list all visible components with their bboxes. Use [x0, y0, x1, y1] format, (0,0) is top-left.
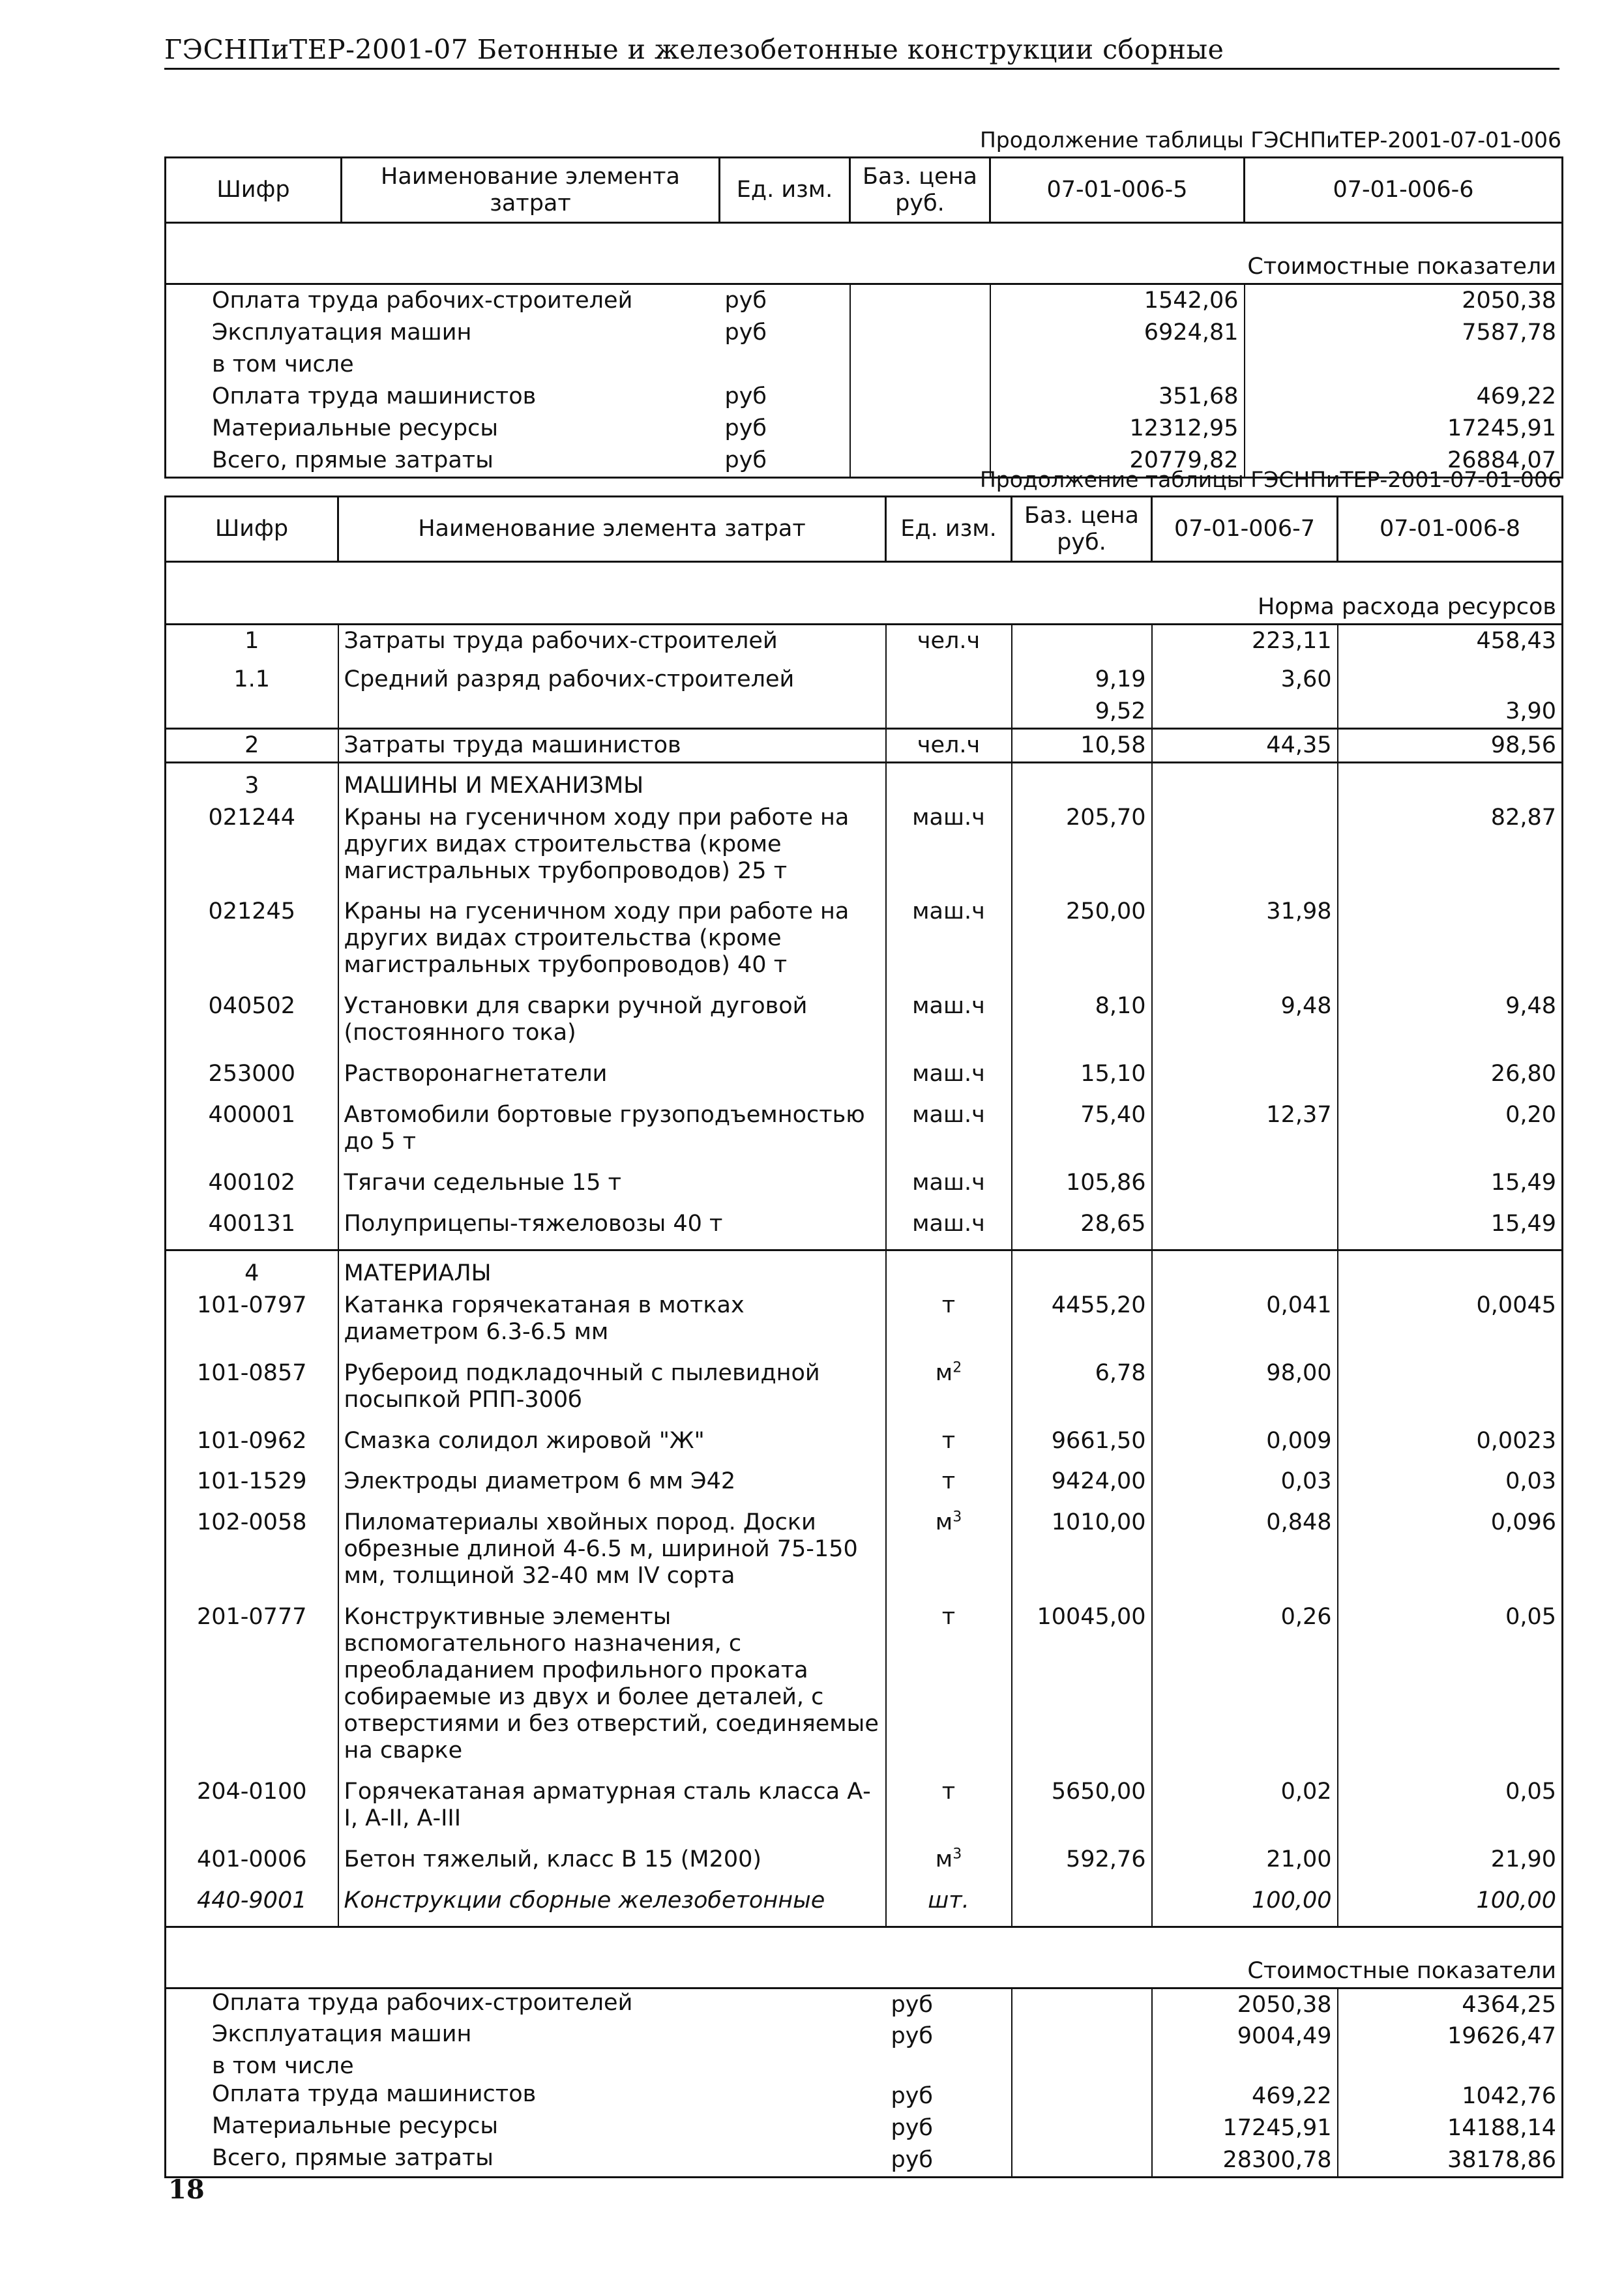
row-unit [886, 1250, 1012, 1289]
row-price [1012, 2020, 1152, 2052]
row-price: 5650,00 [1012, 1776, 1152, 1844]
table-row [166, 2080, 1563, 2112]
row-name: Краны на гусеничном ходу при работе на других видах строительства (кроме магистральных трубопроводов) 25 т [338, 802, 886, 896]
row-name: Конструкции сборные железобетонные [338, 1885, 886, 1927]
row-unit [886, 1466, 1012, 1507]
row-price [850, 413, 990, 445]
row-code: 2 [166, 728, 338, 762]
row-value-2 [1338, 896, 1563, 990]
row-value-1: 0,03 [1152, 1466, 1338, 1507]
table2-continuation: Продолжение таблицы ГЭСНПиТЕР-2001-07-01-006 [979, 467, 1561, 492]
row-value-1: 1542,06 [990, 284, 1245, 316]
row-unit [886, 1357, 1012, 1425]
row-unit: руб [891, 1991, 934, 2018]
table-row [166, 2052, 1563, 2080]
row-value-1 [1152, 2052, 1338, 2080]
row-value-1 [990, 349, 1245, 381]
row-price: 9,19 [1012, 657, 1152, 696]
row-value-2: 19626,47 [1338, 2020, 1563, 2052]
row-value-2: 21,90 [1338, 1844, 1563, 1885]
unit-text: маш.ч [912, 1169, 985, 1196]
row-name: Эксплуатация машин [212, 2021, 472, 2048]
row-code: 101-1529 [196, 1468, 307, 1495]
row-value-2 [1338, 2052, 1563, 2080]
band-label: Стоимостные показатели [166, 223, 1563, 284]
table1-continuation: Продолжение таблицы ГЭСНПиТЕР-2001-07-01-006 [979, 127, 1561, 153]
row-code: 102-0058 [196, 1509, 307, 1536]
cost-band-row [166, 1927, 1563, 1988]
row-value-2: 1042,76 [1338, 2080, 1563, 2112]
table-row [166, 2112, 1563, 2144]
row-unit [886, 1507, 1012, 1601]
row-unit [886, 1167, 1012, 1208]
norm-band-row [166, 562, 1563, 625]
col-v1: 07-01-006-7 [1152, 497, 1338, 562]
row-code: 040502 [208, 993, 296, 1020]
row-price: 9424,00 [1012, 1466, 1152, 1507]
row-unit [886, 728, 1012, 762]
unit-text: маш.ч [912, 804, 985, 831]
row-name: МАШИНЫ И МЕХАНИЗМЫ [338, 762, 886, 801]
row-price: 15,10 [1012, 1058, 1152, 1099]
row-name: Конструктивные элементы вспомогательного назначения, с преобладанием профильного проката собираемые из двух и более деталей, с отверстиями и без отверстий, соединяемые на сварке [338, 1601, 886, 1776]
row-code: 204-0100 [196, 1778, 307, 1805]
row-code: 400001 [208, 1102, 296, 1129]
row-value-2: 469,22 [1245, 381, 1563, 413]
row-value-1 [1152, 1250, 1338, 1289]
table-row [166, 1250, 1563, 1289]
row-price [850, 349, 990, 381]
row-value-1: 0,041 [1152, 1290, 1338, 1357]
table-row [166, 2020, 1563, 2052]
unit-text: маш.ч [912, 898, 985, 925]
table-row [166, 1357, 1563, 1425]
row-name: Оплата труда машинистов [212, 2081, 537, 2108]
row-value-1 [1152, 1208, 1338, 1250]
unit-text: чел.ч [917, 627, 981, 654]
row-code: 440-9001 [196, 1887, 307, 1914]
row-name: Всего, прямые затраты [212, 2145, 494, 2172]
row-value-1: 0,26 [1152, 1601, 1338, 1776]
unit-text: т [941, 1427, 956, 1454]
row-name: МАТЕРИАЛЫ [338, 1250, 886, 1289]
row-unit: руб [724, 415, 767, 441]
unit-text: т [941, 1778, 956, 1805]
unit-exponent: 2 [952, 1359, 962, 1376]
row-unit [886, 1776, 1012, 1844]
row-price: 205,70 [1012, 802, 1152, 896]
row-unit [886, 1425, 1012, 1466]
row-name: Установки для сварки ручной дуговой (постоянного тока) [338, 990, 886, 1058]
col-name: Наименование элемента затрат [342, 158, 720, 223]
row-unit [886, 696, 1012, 728]
table-row [166, 1885, 1563, 1927]
row-value-2 [1338, 1250, 1563, 1289]
row-name: в том числе [212, 2053, 354, 2080]
row-value-1: 20779,82 [990, 445, 1245, 477]
row-price: 10,58 [1012, 728, 1152, 762]
row-price: 1010,00 [1012, 1507, 1152, 1601]
row-code: 253000 [208, 1061, 296, 1087]
col-v2: 07-01-006-6 [1245, 158, 1563, 223]
row-value-1 [1152, 1058, 1338, 1099]
row-unit [886, 1844, 1012, 1885]
row-price [1012, 1988, 1152, 2020]
table-row [166, 1208, 1563, 1250]
unit-text: маш.ч [912, 993, 985, 1020]
row-unit [720, 349, 850, 381]
table-row [166, 413, 1563, 445]
row-code: 400131 [208, 1210, 296, 1237]
row-name: Катанка горячекатаная в мотках диаметром 6.3-6.5 мм [338, 1290, 886, 1357]
table-row [166, 990, 1563, 1058]
row-value-1 [1152, 696, 1338, 728]
row-value-2: 100,00 [1338, 1885, 1563, 1927]
row-value-1: 469,22 [1152, 2080, 1338, 2112]
row-value-1 [1152, 1167, 1338, 1208]
row-name: Затраты труда машинистов [338, 728, 886, 762]
row-name: Горячекатаная арматурная сталь класса А-I, А-II, А-III [338, 1776, 886, 1844]
row-price: 592,76 [1012, 1844, 1152, 1885]
row-value-2: 3,90 [1338, 696, 1563, 728]
row-value-2 [1338, 762, 1563, 801]
row-value-2: 26884,07 [1245, 445, 1563, 477]
cost-table-1 [164, 156, 1563, 479]
unit-text: т [941, 1468, 956, 1495]
row-name: Эксплуатация машин [212, 319, 472, 346]
col-v1: 07-01-006-5 [990, 158, 1245, 223]
table-row [166, 317, 1563, 349]
row-name: Оплата труда машинистов [212, 383, 537, 409]
row-value-1: 28300,78 [1152, 2144, 1338, 2177]
resource-table-2 [164, 495, 1563, 2178]
row-value-2: 15,49 [1338, 1167, 1563, 1208]
unit-exponent: 3 [952, 1846, 962, 1863]
row-name: Растворонагнетатели [338, 1058, 886, 1099]
row-value-2: 9,48 [1338, 990, 1563, 1058]
row-unit [886, 624, 1012, 657]
table-row [166, 349, 1563, 381]
table-row [166, 896, 1563, 990]
row-value-2: 14188,14 [1338, 2112, 1563, 2144]
col-name: Наименование элемента затрат [338, 497, 886, 562]
row-price [1012, 2052, 1152, 2080]
row-unit [886, 1099, 1012, 1167]
row-value-1 [1152, 802, 1338, 896]
row-unit: руб [724, 319, 767, 346]
row-unit: руб [724, 287, 767, 314]
row-unit [886, 1208, 1012, 1250]
row-name: Материальные ресурсы [212, 2113, 498, 2140]
row-name: Пиломатериалы хвойных пород. Доски обрезные длиной 4-6.5 м, шириной 75-150 мм, толщиной 32-40 мм IV сорта [338, 1507, 886, 1601]
row-value-2: 0,0045 [1338, 1290, 1563, 1357]
row-value-1: 0,009 [1152, 1425, 1338, 1466]
row-name: Затраты труда рабочих-строителей [338, 624, 886, 657]
unit-text: м [935, 1509, 953, 1536]
row-price: 9661,50 [1012, 1425, 1152, 1466]
row-name: Бетон тяжелый, класс В 15 (М200) [338, 1844, 886, 1885]
row-name: Оплата труда рабочих-строителей [212, 1989, 633, 2016]
unit-text: маш.ч [912, 1210, 985, 1237]
row-name: Рубероид подкладочный с пылевидной посыпкой РПП-300б [338, 1357, 886, 1425]
band-label: Норма расхода ресурсов [166, 562, 1563, 625]
table-row [166, 1466, 1563, 1507]
row-name: Тягачи седельные 15 т [338, 1167, 886, 1208]
row-value-2: 7587,78 [1245, 317, 1563, 349]
row-value-2: 0,03 [1338, 1466, 1563, 1507]
table-row [166, 2144, 1563, 2177]
row-value-1: 3,60 [1152, 657, 1338, 696]
table-row [166, 1776, 1563, 1844]
unit-text: м [935, 1846, 953, 1872]
table-row [166, 696, 1563, 728]
row-unit [886, 896, 1012, 990]
row-value-1: 44,35 [1152, 728, 1338, 762]
table-row [166, 1058, 1563, 1099]
unit-text: шт. [928, 1887, 969, 1914]
row-name [338, 696, 886, 728]
row-unit: руб [891, 2147, 934, 2174]
unit-text: т [941, 1292, 956, 1318]
row-price [1012, 2112, 1152, 2144]
band-label: Стоимостные показатели [166, 1927, 1563, 1988]
row-price [850, 317, 990, 349]
row-code: 400102 [208, 1169, 296, 1196]
unit-text: чел.ч [917, 732, 981, 758]
row-code: 101-0797 [196, 1292, 307, 1318]
row-price: 6,78 [1012, 1357, 1152, 1425]
table-row [166, 381, 1563, 413]
unit-text: м [935, 1359, 953, 1386]
table-row [166, 1425, 1563, 1466]
row-price [1012, 1885, 1152, 1927]
row-unit [886, 1885, 1012, 1927]
row-value-2: 0,096 [1338, 1507, 1563, 1601]
row-value-1: 0,848 [1152, 1507, 1338, 1601]
row-value-2: 2050,38 [1245, 284, 1563, 316]
table-row [166, 1507, 1563, 1601]
row-code: 021244 [208, 804, 296, 831]
row-name: Всего, прямые затраты [212, 447, 494, 473]
row-price: 4455,20 [1012, 1290, 1152, 1357]
row-price [1012, 2080, 1152, 2112]
row-code: 021245 [208, 898, 296, 925]
row-value-2: 4364,25 [1338, 1988, 1563, 2020]
row-value-2: 458,43 [1338, 624, 1563, 657]
table-row [166, 657, 1563, 696]
row-price [850, 284, 990, 316]
row-value-2: 98,56 [1338, 728, 1563, 762]
row-code: 1 [244, 627, 259, 654]
row-code: 201-0777 [196, 1604, 307, 1631]
row-value-1: 6924,81 [990, 317, 1245, 349]
table-row [166, 624, 1563, 657]
row-unit [886, 802, 1012, 896]
row-code: 101-0857 [196, 1359, 307, 1386]
col-v2: 07-01-006-8 [1338, 497, 1563, 562]
row-name: Материальные ресурсы [212, 415, 498, 441]
row-price [1012, 2144, 1152, 2177]
row-value-2: 0,0023 [1338, 1425, 1563, 1466]
row-value-1: 351,68 [990, 381, 1245, 413]
col-price: Баз. цена руб. [1012, 497, 1152, 562]
row-value-2: 82,87 [1338, 802, 1563, 896]
row-price: 8,10 [1012, 990, 1152, 1058]
row-value-1: 9,48 [1152, 990, 1338, 1058]
row-code: 4 [166, 1250, 338, 1289]
row-value-2: 0,20 [1338, 1099, 1563, 1167]
table-row [166, 1601, 1563, 1776]
row-unit [886, 2052, 1012, 2080]
row-unit [886, 990, 1012, 1058]
row-price: 9,52 [1012, 696, 1152, 728]
row-code: 101-0962 [196, 1427, 307, 1454]
row-unit: руб [891, 2023, 934, 2050]
col-code: Шифр [166, 497, 338, 562]
row-value-2 [1245, 349, 1563, 381]
row-value-2: 15,49 [1338, 1208, 1563, 1250]
row-price: 105,86 [1012, 1167, 1152, 1208]
unit-text: маш.ч [912, 1061, 985, 1087]
row-name: Смазка солидол жировой "Ж" [338, 1425, 886, 1466]
row-value-1: 223,11 [1152, 624, 1338, 657]
row-unit [886, 1290, 1012, 1357]
unit-exponent: 3 [952, 1509, 962, 1526]
row-value-1: 2050,38 [1152, 1988, 1338, 2020]
col-code: Шифр [166, 158, 342, 223]
row-price [850, 381, 990, 413]
row-value-2: 0,05 [1338, 1776, 1563, 1844]
row-code [166, 696, 338, 728]
row-value-2: 26,80 [1338, 1058, 1563, 1099]
row-unit: руб [891, 2083, 934, 2110]
row-value-1 [1152, 762, 1338, 801]
table-row [166, 1167, 1563, 1208]
row-value-1: 0,02 [1152, 1776, 1338, 1844]
row-name: Полуприцепы-тяжеловозы 40 т [338, 1208, 886, 1250]
col-unit: Ед. изм. [720, 158, 850, 223]
row-value-2 [1338, 1357, 1563, 1425]
row-value-1: 21,00 [1152, 1844, 1338, 1885]
page-header: ГЭСНПиТЕР-2001-07 Бетонные и железобетонные конструкции сборные [164, 34, 1559, 70]
col-unit: Ед. изм. [886, 497, 1012, 562]
row-unit [886, 762, 1012, 801]
row-price: 250,00 [1012, 896, 1152, 990]
table-row [166, 1988, 1563, 2020]
row-code: 1.1 [233, 666, 271, 692]
row-name: Средний разряд рабочих-строителей [338, 657, 886, 696]
col-price: Баз. цена руб. [850, 158, 990, 223]
row-unit [886, 657, 1012, 696]
row-name: Электроды диаметром 6 мм Э42 [338, 1466, 886, 1507]
row-price [1012, 762, 1152, 801]
row-unit [886, 1058, 1012, 1099]
row-code: 401-0006 [196, 1846, 307, 1872]
row-value-1: 17245,91 [1152, 2112, 1338, 2144]
table-row [166, 728, 1563, 762]
row-value-1: 31,98 [1152, 896, 1338, 990]
page-number: 18 [168, 2174, 205, 2205]
row-value-2: 17245,91 [1245, 413, 1563, 445]
row-price [1012, 624, 1152, 657]
table-row [166, 1290, 1563, 1357]
row-value-1: 9004,49 [1152, 2020, 1338, 2052]
row-name: Краны на гусеничном ходу при работе на других видах строительства (кроме магистральных трубопроводов) 40 т [338, 896, 886, 990]
row-unit: руб [891, 2115, 934, 2142]
unit-text: т [941, 1604, 956, 1631]
row-price: 75,40 [1012, 1099, 1152, 1167]
table-row [166, 1099, 1563, 1167]
row-code: 3 [166, 762, 338, 801]
row-name: Оплата труда рабочих-строителей [212, 287, 633, 314]
row-value-2 [1338, 657, 1563, 696]
row-name: в том числе [212, 351, 354, 377]
row-unit [886, 1601, 1012, 1776]
row-name: Автомобили бортовые грузоподъемностью до 5 т [338, 1099, 886, 1167]
row-unit: руб [724, 447, 767, 473]
row-value-1: 12312,95 [990, 413, 1245, 445]
row-value-2: 38178,86 [1338, 2144, 1563, 2177]
row-price [1012, 1250, 1152, 1289]
cost-band-row [166, 223, 1563, 284]
table-row [166, 284, 1563, 316]
row-value-1: 98,00 [1152, 1357, 1338, 1425]
table-row [166, 1844, 1563, 1885]
row-price: 28,65 [1012, 1208, 1152, 1250]
row-unit: руб [724, 383, 767, 409]
row-value-1: 100,00 [1152, 1885, 1338, 1927]
table-row [166, 802, 1563, 896]
row-value-2: 0,05 [1338, 1601, 1563, 1776]
row-price: 10045,00 [1012, 1601, 1152, 1776]
row-value-1: 12,37 [1152, 1099, 1338, 1167]
table-row [166, 762, 1563, 801]
unit-text: маш.ч [912, 1102, 985, 1129]
